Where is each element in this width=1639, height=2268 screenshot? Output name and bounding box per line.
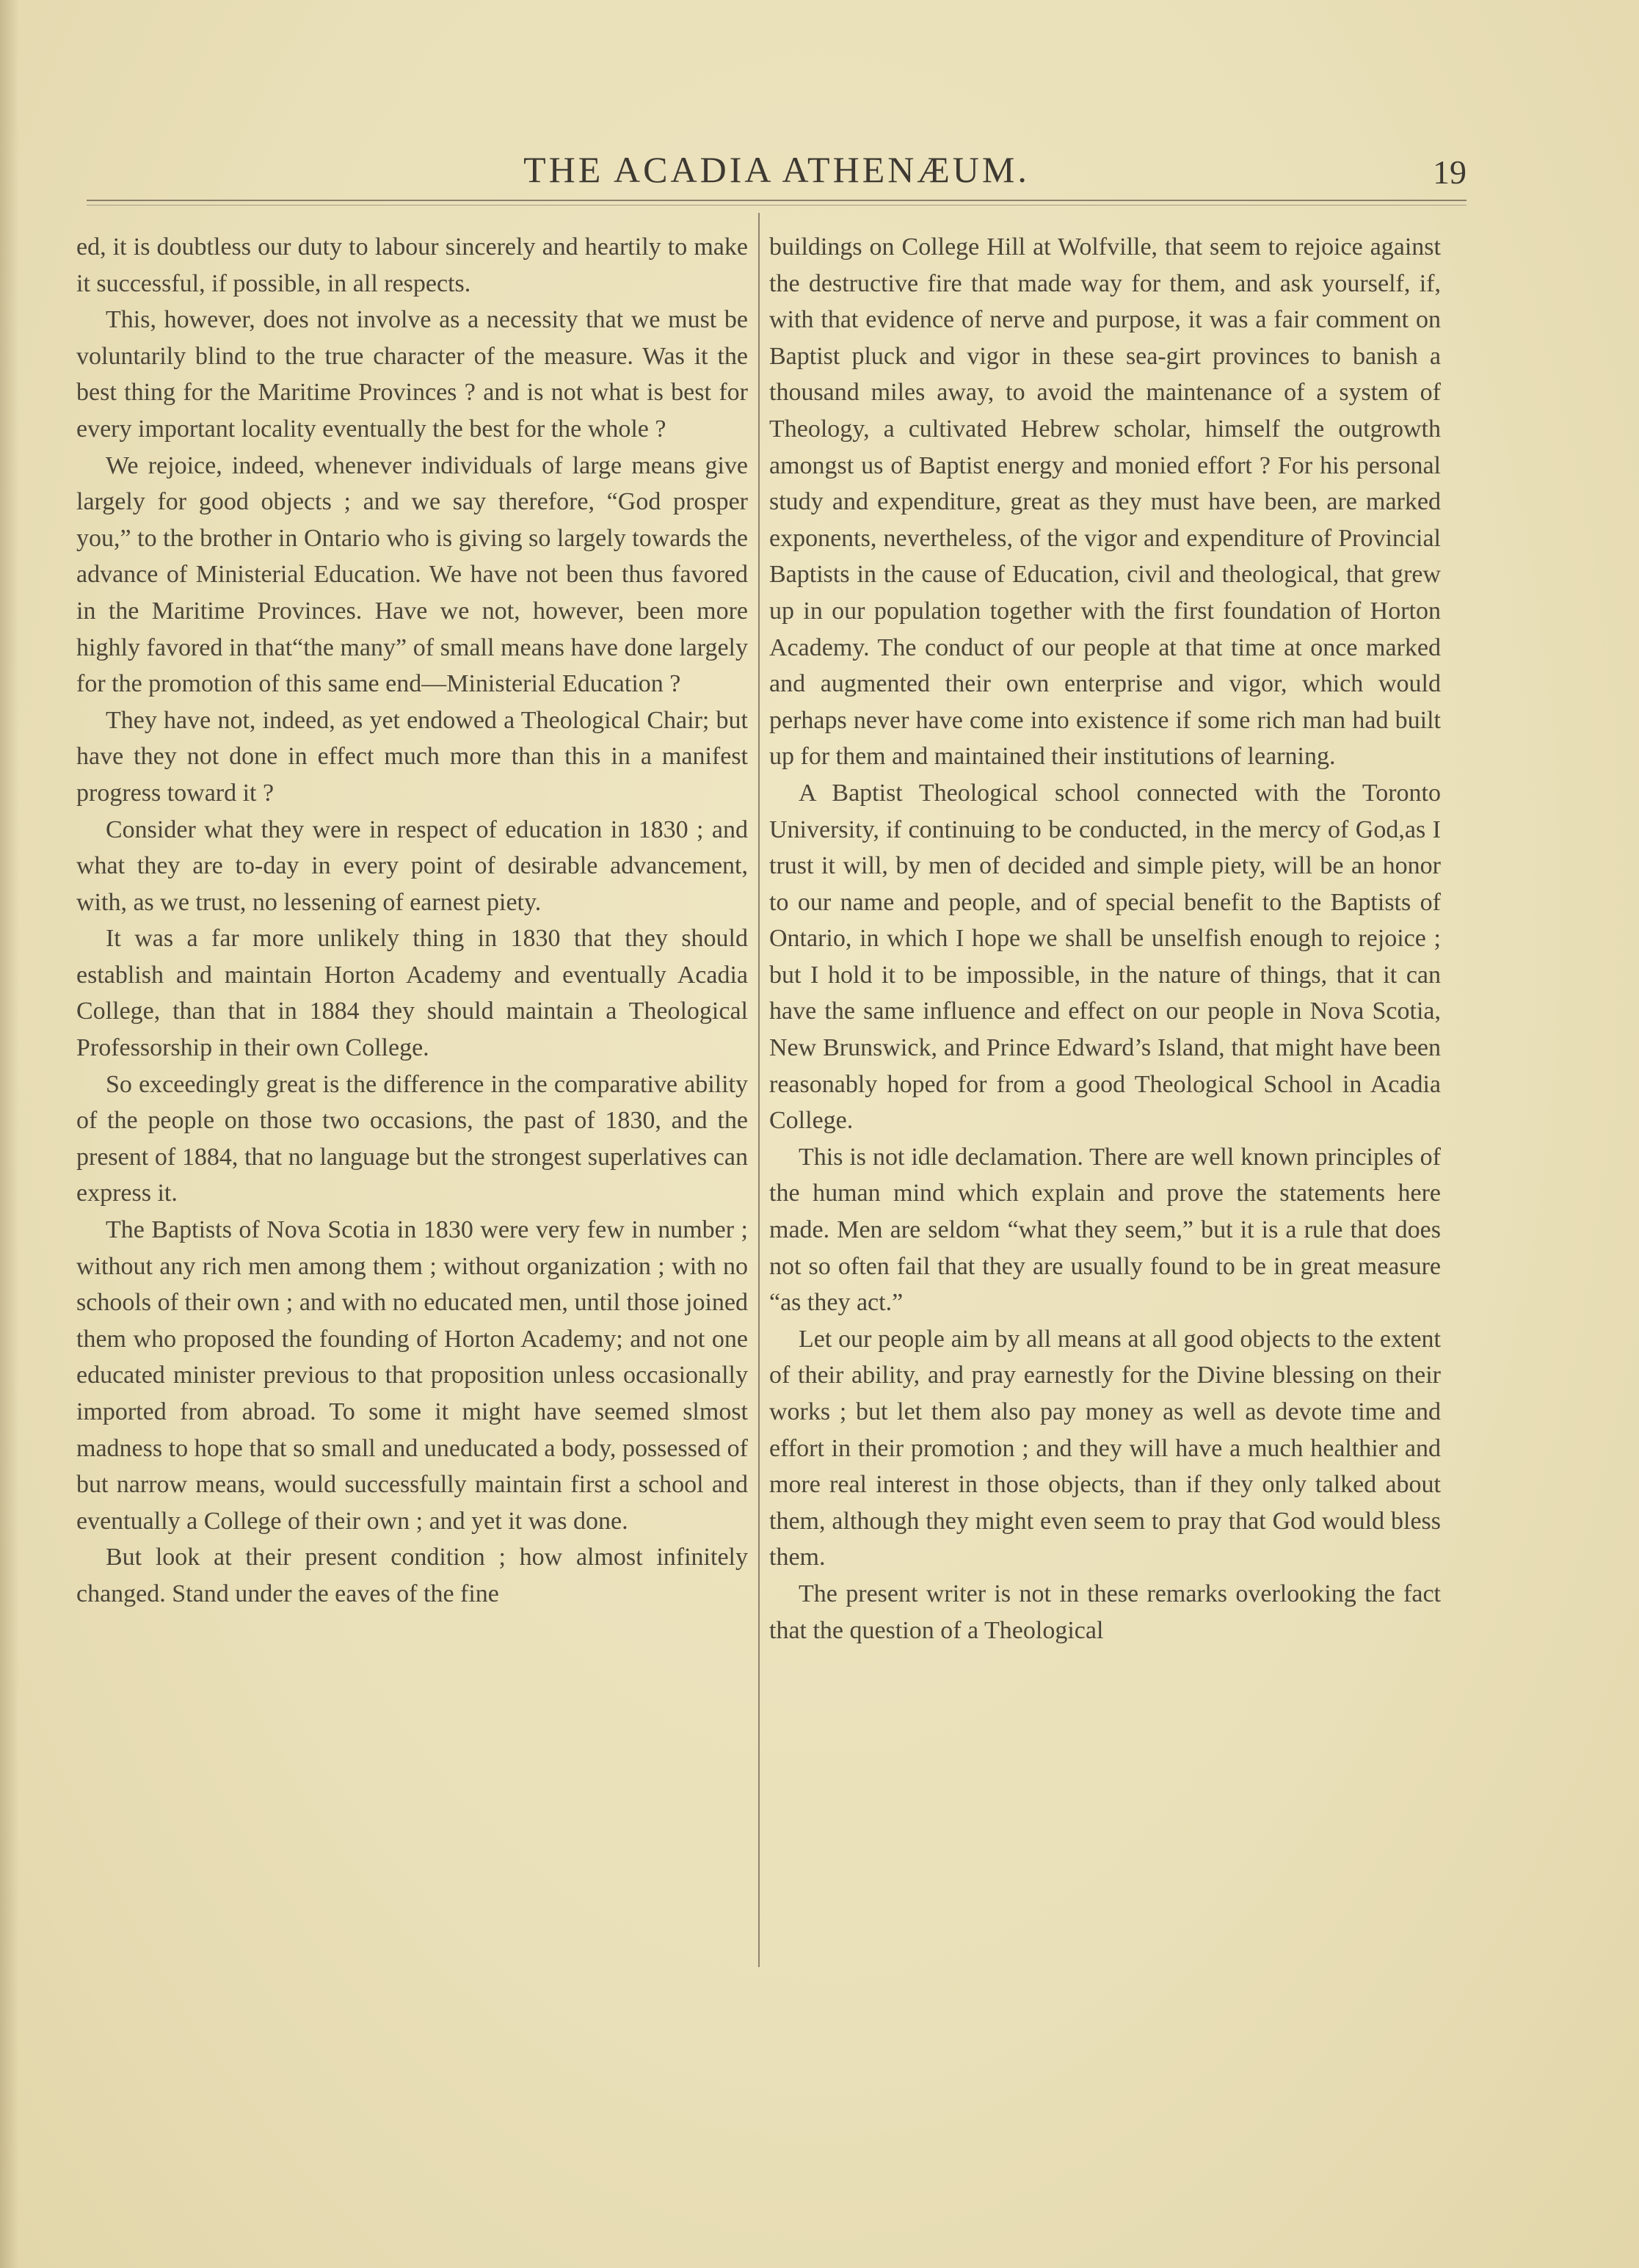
page-header — [87, 148, 1467, 192]
paragraph: This is not idle declamation. There are well known principles of the human mind which explain and prove the statements here made. Men are seldom “what they seem,” but it is a rule that does not so often fail that they are usually found to be in great measure “as they act.” — [769, 1143, 1441, 1317]
header-rule-thin — [87, 205, 1467, 206]
paragraph: They have not, indeed, as yet endowed a Theological Chair; but have they not done in effect much more than this in a manifest progress toward it ? — [76, 706, 748, 807]
page-number: 19 — [1433, 153, 1467, 191]
paragraph: We rejoice, indeed, whenever individuals of large means give largely for good objects ; and we say therefore, “God prosper you,” to the brother in Ontario who is giving so largely towards the advance of Ministerial Education. We have not been thus favored in the Maritime Provinces. Have we not, however, been more highly favored in that“the many” of small means have done largely for the promotion of this same end—Ministerial Education ? — [76, 451, 748, 698]
paragraph: buildings on College Hill at Wolfville, that seem to rejoice against the destructive fire that made way for them, and ask yourself, if, with that evidence of nerve and purpose, it was a fair comment on Baptist pluck and vigor in these sea-girt provinces to banish a thousand miles away, to avoid the maintenance of a system of Theology, a cultivated Hebrew scholar, himself the outgrowth amongst us of Baptist energy and monied effort ? For his personal study and expenditure, great as they must have been, are marked exponents, nevertheless, of the vigor and expenditure of Provincial Baptists in the cause of Education, civil and theological, that grew up in our population together with the first foundation of Horton Academy. The conduct of our people at that time at once marked and augmented their own enterprise and vigor, which would perhaps never have come into existence if some rich man had built up for them and maintained their institutions of learning. — [769, 233, 1441, 771]
paragraph: Consider what they were in respect of education in 1830 ; and what they are to-day in every point of desirable advancement, with, as we trust, no lessening of earnest piety. — [76, 815, 748, 916]
paragraph: This, however, does not involve as a necessity that we must be voluntarily blind to the true character of the measure. Was it the best thing for the Maritime Provinces ? and is not what is best for every important locality eventually the best for the whole ? — [76, 306, 748, 443]
paragraph: A Baptist Theological school connected with the Toronto University, if continuing to be conducted, in the mercy of God,as I trust it will, by men of decided and simple piety, will be an honor to our name and people, and of special benefit to the Baptists of Ontario, in which I hope we shall be unselfish enough to rejoice ; but I hold it to be impossible, in the nature of things, that it can have the same influence and effect on our people in Nova Scotia, New Brunswick, and Prince Edward’s Island, that might have been reasonably hoped for from a good Theological School in Acadia College. — [769, 779, 1441, 1135]
paragraph: The Baptists of Nova Scotia in 1830 were very few in number ; without any rich men among them ; without organization ; with no schools of their own ; and with no educated men, until those joined them who proposed the founding of Horton Academy; and not one educated minister previous to that proposition unless occasionally imported from abroad. To some it might have seemed slmost madness to hope that so small and uneducated a body, possessed of but narrow means, would successfully maintain first a school and eventually a College of their own ; and yet it was done. — [76, 1216, 748, 1535]
left-column — [76, 229, 748, 1613]
right-column — [769, 229, 1441, 1649]
paragraph: Let our people aim by all means at all good objects to the extent of their ability, and pray earnestly for the Divine blessing on their works ; but let them also pay money as well as devote time and effort in their promotion ; and they will have a much healthier and more real interest in those objects, than if they only talked about them, although they might even seem to pray that God would bless them. — [769, 1325, 1441, 1571]
column-divider — [758, 213, 760, 1967]
paragraph: ed, it is doubtless our duty to labour sincerely and heartily to make it successful, if possible, in all respects. — [76, 233, 748, 297]
paragraph: It was a far more unlikely thing in 1830 that they should establish and maintain Horton Academy and eventually Acadia College, than that in 1884 they should maintain a Theological Professorship in their own College. — [76, 925, 748, 1062]
page-edge-shadow — [0, 0, 19, 2268]
journal-title: THE ACADIA ATHENÆUM. — [523, 149, 1030, 190]
header-rule — [87, 200, 1467, 201]
paragraph: But look at their present condition ; how almost infinitely changed. Stand under the eaves of the fine — [76, 1544, 748, 1607]
paragraph: The present writer is not in these remarks overlooking the fact that the question of a Theological — [769, 1580, 1441, 1644]
paragraph: So exceedingly great is the difference in the comparative ability of the people on those two occasions, the past of 1830, and the present of 1884, that no language but the strongest superlatives can express it. — [76, 1070, 748, 1207]
